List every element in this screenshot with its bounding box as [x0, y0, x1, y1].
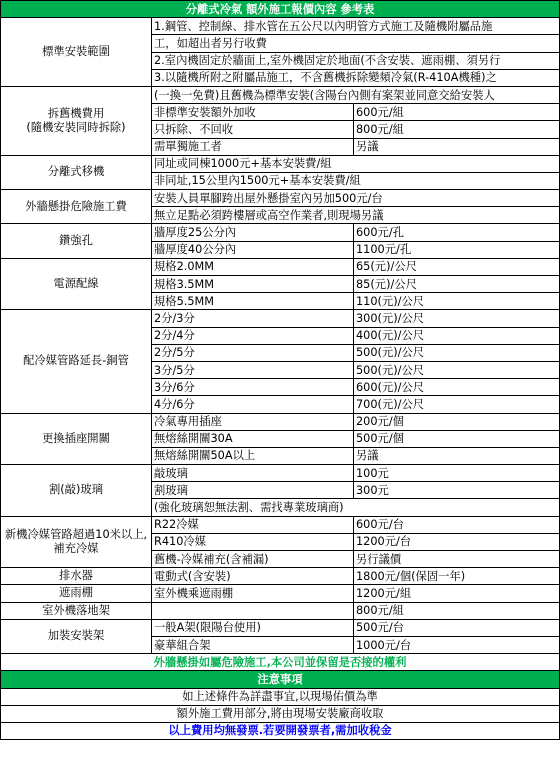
refrigerant-desc: R410冷媒 — [152, 533, 354, 550]
pipe-desc: 2分/4分 — [152, 327, 354, 344]
refrigerant-price: 600元/台 — [354, 516, 560, 533]
table-row — [1, 310, 560, 327]
glass-desc: 割玻璃 — [152, 482, 354, 499]
category-pipe-extension: 配冷媒管路延長-銅管 — [1, 310, 152, 413]
pipe-desc: 3分/5分 — [152, 361, 354, 378]
category-drill: 鑽強孔 — [1, 224, 152, 258]
power-desc: 規格5.5MM — [152, 293, 354, 310]
pipe-price: 600(元)/公尺 — [354, 379, 560, 396]
standard-line-3: 2.室內機固定於牆面上,室外機固定於地面(不含安裝、遮雨棚、須另行 — [152, 52, 560, 69]
table-row — [1, 705, 560, 722]
notes-line: 如上述條件為詳盡事宜,以現場佑價為準 — [1, 688, 560, 705]
relocation-line: 非同址,15公里內1500元+基本安裝費/組 — [152, 172, 560, 189]
pipe-price: 700(元)/公尺 — [354, 396, 560, 413]
table-row — [1, 516, 560, 533]
refrigerant-price: 1200元/台 — [354, 533, 560, 550]
table-row — [1, 224, 560, 241]
table-row — [1, 18, 560, 35]
drain-price: 1800元/個(保固一年) — [354, 568, 560, 585]
notes-header: 注意事項 — [1, 671, 560, 688]
refrigerant-desc: R22冷媒 — [152, 516, 354, 533]
bracket-price: 1000元/台 — [354, 636, 560, 653]
table-row — [1, 585, 560, 602]
standard-line-1: 1.鋼管、控制線、排水管在五公尺以內明管方式施工及隨機附屬品施 — [152, 18, 560, 35]
floor-stand-desc — [152, 602, 354, 619]
table-row — [1, 155, 560, 172]
bracket-desc: 一般A架(限陽台使用) — [152, 619, 354, 636]
category-bracket: 加裝安裝架 — [1, 619, 152, 653]
standard-line-2: 工，如超出者另行收費 — [152, 35, 560, 52]
pipe-desc: 4分/6分 — [152, 396, 354, 413]
shade-price: 1200元/組 — [354, 585, 560, 602]
shade-desc: 室外機乘遮雨棚 — [152, 585, 354, 602]
bracket-desc: 豪華組合架 — [152, 636, 354, 653]
socket-desc: 冷氣專用插座 — [152, 413, 354, 430]
table-row — [1, 465, 560, 482]
pipe-desc: 2分/3分 — [152, 310, 354, 327]
table-title: 分離式冷氣 額外施工報價內容 參考表 — [1, 1, 560, 18]
category-glass: 割(敲)玻璃 — [1, 465, 152, 517]
power-price: 85(元)/公尺 — [354, 276, 560, 293]
drill-price: 600元/孔 — [354, 224, 560, 241]
glass-desc: 敲玻璃 — [152, 465, 354, 482]
title-row — [1, 1, 560, 18]
drill-desc: 牆厚度25公分內 — [152, 224, 354, 241]
invoice-note: 以上費用均無發票.若要開發票者,需加收稅金 — [1, 722, 560, 739]
table-row — [1, 413, 560, 430]
pipe-price: 300(元)/公尺 — [354, 310, 560, 327]
refrigerant-desc: 舊機-冷媒補充(含補漏) — [152, 551, 354, 568]
refrigerant-price: 另行議價 — [354, 551, 560, 568]
removal-price: 800元/組 — [354, 121, 560, 138]
socket-desc: 無熔絲開關30A — [152, 430, 354, 447]
table-row — [1, 258, 560, 275]
pipe-price: 500(元)/公尺 — [354, 344, 560, 361]
pipe-desc: 2分/5分 — [152, 344, 354, 361]
bracket-price: 500元/台 — [354, 619, 560, 636]
drill-price: 1100元/孔 — [354, 241, 560, 258]
table-row — [1, 619, 560, 636]
table-row — [1, 568, 560, 585]
category-shade: 遮雨棚 — [1, 585, 152, 602]
category-removal-label: 拆舊機費用 (隨機安裝同時拆除) — [26, 106, 126, 134]
category-hanging-fee: 外牆懸掛危險施工費 — [1, 190, 152, 224]
table-row — [1, 654, 560, 671]
table-row — [1, 671, 560, 688]
standard-line-4: 3.以隨機所附之附屬品施工，不含舊機拆除變頻冷氣(R-410A機種)之 — [152, 69, 560, 86]
pipe-desc: 3分/6分 — [152, 379, 354, 396]
socket-desc: 無熔絲開關50A以上 — [152, 447, 354, 464]
category-standard-install: 標準安裝範圍 — [1, 18, 152, 87]
category-floor-stand: 室外機落地架 — [1, 602, 152, 619]
hanging-line: 無立足點必須跨樓層或高空作業者,則現場另議 — [152, 207, 560, 224]
removal-desc: 需單獨施工者 — [152, 138, 354, 155]
removal-desc: 只拆除、不回收 — [152, 121, 354, 138]
removal-desc: 非標準安裝額外加收 — [152, 104, 354, 121]
pipe-price: 400(元)/公尺 — [354, 327, 560, 344]
glass-price: 300元 — [354, 482, 560, 499]
category-removal — [1, 86, 152, 155]
socket-price: 200元/個 — [354, 413, 560, 430]
drill-desc: 牆厚度40公分內 — [152, 241, 354, 258]
notes-line: 額外施工費用部分,將由現場安裝廠商收取 — [1, 705, 560, 722]
power-desc: 規格3.5MM — [152, 276, 354, 293]
warning-text: 外牆懸掛如屬危險施工,本公司並保留是否接的權利 — [1, 654, 560, 671]
table-row — [1, 722, 560, 739]
removal-price: 另議 — [354, 138, 560, 155]
glass-note: (強化玻璃恕無法割、需找專業玻璃商) — [152, 499, 560, 516]
category-socket-switch: 更換插座開關 — [1, 413, 152, 465]
removal-intro: (一換一免費)且舊機為標準安裝(含陽台內側有案架並同意交給安裝人 — [152, 86, 560, 103]
table-row — [1, 190, 560, 207]
socket-price: 另議 — [354, 447, 560, 464]
power-price: 65(元)/公尺 — [354, 258, 560, 275]
category-drain: 排水器 — [1, 568, 152, 585]
table-row — [1, 688, 560, 705]
glass-price: 100元 — [354, 465, 560, 482]
power-desc: 規格2.0MM — [152, 258, 354, 275]
hanging-line: 安裝人員單腳跨出屋外懸掛室內另加500元/台 — [152, 190, 560, 207]
floor-stand-price: 800元/組 — [354, 602, 560, 619]
category-refrigerant: 新機冷媒管路超過10米以上,補充冷媒 — [1, 516, 152, 568]
drain-desc: 電動式(含安裝) — [152, 568, 354, 585]
power-price: 110(元)/公尺 — [354, 293, 560, 310]
relocation-line: 同址或同棟1000元+基本安裝費/組 — [152, 155, 560, 172]
table-row — [1, 86, 560, 103]
table-row — [1, 602, 560, 619]
category-power-wiring: 電源配線 — [1, 258, 152, 310]
pipe-price: 500(元)/公尺 — [354, 361, 560, 378]
category-relocation: 分離式移機 — [1, 155, 152, 189]
removal-price: 600元/組 — [354, 104, 560, 121]
socket-price: 500元/個 — [354, 430, 560, 447]
